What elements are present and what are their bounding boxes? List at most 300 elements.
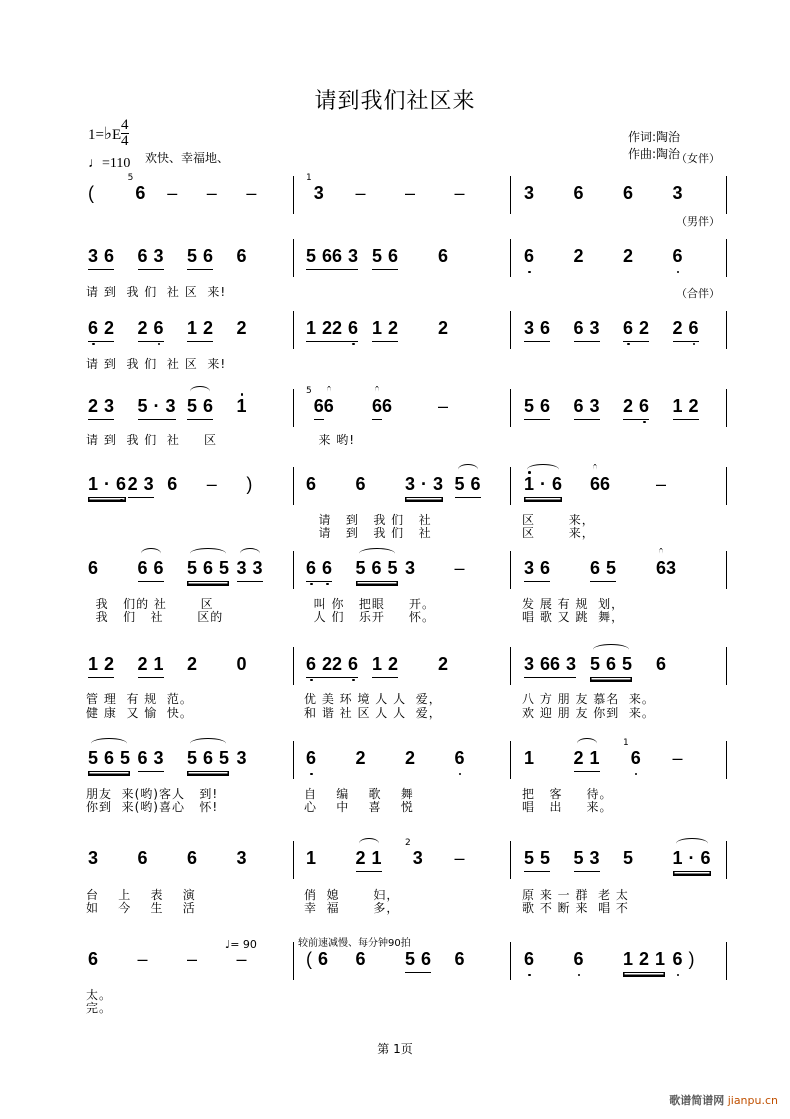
note: 6 [355, 949, 366, 969]
beat [187, 948, 237, 972]
note: 5 [187, 748, 198, 768]
extension-dash: – [454, 848, 465, 868]
note: 3 [236, 558, 247, 578]
note-group [167, 182, 177, 206]
measure [88, 747, 286, 772]
note-group [356, 747, 366, 771]
beat [405, 747, 455, 771]
lyric-line: 你到 来(哟)喜心 怀! [86, 800, 219, 814]
beat [187, 747, 237, 772]
lyric-line: 歌 不 断 来 唱 不 [522, 901, 629, 915]
beat [438, 245, 504, 269]
extension-dash: – [454, 558, 465, 578]
measure [306, 838, 504, 872]
note-group [237, 847, 247, 871]
beat [306, 245, 372, 270]
note-group [372, 317, 398, 342]
beat [455, 847, 505, 871]
note-group [656, 557, 666, 581]
beat [574, 847, 624, 872]
barline [293, 239, 294, 277]
beat [237, 948, 287, 972]
staff-system [0, 551, 790, 591]
note: 6 [137, 246, 148, 266]
note: 1 [655, 949, 666, 969]
measure [306, 557, 504, 582]
note-group [413, 847, 423, 871]
note-group [405, 182, 415, 206]
lyric-line: 原 来 一 群 老 太 [522, 888, 629, 902]
extension-dash: – [187, 949, 198, 969]
note-low-octave: 6 [306, 654, 317, 674]
page-number: 第 1页 [377, 1042, 413, 1056]
note-group [306, 653, 332, 678]
note: 3 [589, 318, 600, 338]
note: 6 [306, 474, 317, 494]
note: 6 [203, 748, 214, 768]
beat [623, 245, 673, 269]
beat [673, 395, 723, 420]
note: 3 [405, 558, 416, 578]
note-group [237, 948, 247, 972]
barline [293, 741, 294, 779]
note: 2 [187, 654, 198, 674]
note: 2 [639, 949, 650, 969]
note-group [187, 747, 229, 772]
note-group [356, 473, 366, 497]
note: 6 [371, 558, 382, 578]
measure [306, 386, 504, 420]
note-group [372, 395, 382, 420]
note-group [332, 653, 358, 678]
note-group [382, 395, 392, 419]
composer-credit: 作曲:陶治 [628, 147, 681, 161]
beat [524, 245, 574, 269]
note: 6 [318, 949, 329, 969]
note-group [372, 245, 398, 270]
beat [88, 847, 138, 871]
note: 1 [589, 748, 600, 768]
beat [88, 245, 138, 270]
extension-dash: – [137, 949, 148, 969]
note-group [673, 948, 695, 972]
note-group [138, 747, 164, 772]
note-group [207, 473, 217, 497]
note: 6 [322, 246, 333, 266]
note-group [138, 948, 148, 972]
note: 3 [672, 183, 683, 203]
note: 6 [438, 246, 449, 266]
beat [167, 473, 207, 497]
note-group [306, 317, 332, 342]
note: 2 [332, 654, 343, 674]
note: 6 [137, 848, 148, 868]
beat [656, 557, 722, 581]
tempo-marking: ♩=110 [88, 156, 131, 171]
note-group [623, 948, 665, 973]
note-group [590, 653, 632, 678]
beat [88, 557, 138, 581]
note-group [306, 557, 332, 582]
beat [656, 473, 722, 497]
note-group [623, 317, 649, 342]
note: 5 [219, 748, 230, 768]
note: 2 [236, 318, 247, 338]
beat [167, 182, 207, 206]
note: 6 [372, 396, 383, 416]
measure [88, 245, 286, 270]
note: 1 [88, 654, 99, 674]
beat [455, 747, 505, 771]
note: 2 [388, 654, 399, 674]
note: 3 [143, 474, 154, 494]
note-group [88, 557, 98, 581]
note: 6 [104, 246, 115, 266]
beat [623, 948, 673, 973]
beat [524, 182, 574, 206]
beat [455, 557, 505, 581]
measure [524, 395, 722, 420]
beat [306, 557, 356, 582]
note-group [88, 747, 130, 772]
note-group [524, 948, 534, 972]
barline [726, 551, 727, 589]
note: 2 [127, 474, 138, 494]
note: 6 [104, 748, 115, 768]
note-group [574, 395, 600, 420]
repeat-parenthesis: ) [688, 949, 695, 969]
beat [524, 948, 574, 972]
note-low-octave: 6 [348, 318, 359, 338]
note: 6 [203, 246, 214, 266]
note-group [673, 395, 699, 420]
measure [88, 948, 286, 972]
note: 1 [306, 848, 317, 868]
measure [524, 738, 722, 772]
lyric-line: 俏 媳 妇， [304, 888, 400, 902]
note-low-octave: 6 [630, 748, 641, 768]
note-group [356, 847, 382, 872]
note-group [524, 395, 550, 420]
note-group [438, 653, 448, 677]
note-group [405, 473, 443, 498]
note-group [128, 473, 154, 498]
measure [306, 653, 504, 678]
note: 3 [524, 183, 535, 203]
barline [726, 239, 727, 277]
beat [673, 245, 723, 269]
note-low-octave: 6 [672, 949, 683, 969]
note-group [246, 473, 252, 497]
note-group [88, 948, 98, 972]
note: 6 [540, 654, 551, 674]
note: 1 [306, 318, 317, 338]
barline [293, 942, 294, 980]
lyric-line: 如 今 生 活 [86, 901, 196, 915]
note: 3 [524, 654, 535, 674]
beat [138, 747, 188, 772]
note-group [631, 747, 641, 771]
grace-note: 1 [623, 738, 629, 748]
lyric-line: 请 到 我 们 社 区 来! [86, 357, 227, 371]
note: 6 [137, 748, 148, 768]
watermark-cn: 歌谱简谱网 [669, 1094, 725, 1107]
note-group [246, 182, 256, 206]
dotted-rhythm: · [540, 474, 547, 494]
note: 5 [590, 654, 601, 674]
tempo-instruction: 较前速减慢、每分钟90拍 [298, 938, 411, 949]
note-group [455, 747, 465, 771]
beat [187, 557, 237, 582]
note: 3 [236, 848, 247, 868]
note: 3 [412, 848, 423, 868]
barline [510, 311, 511, 349]
barline [293, 389, 294, 427]
repeat-parenthesis: ( [306, 949, 312, 969]
extension-dash: – [236, 949, 247, 969]
beat [438, 317, 504, 341]
beat [356, 182, 406, 206]
beat [187, 317, 237, 342]
measure [306, 473, 504, 498]
beat [88, 653, 138, 678]
barline [510, 551, 511, 589]
measure [524, 473, 722, 498]
note-group [524, 317, 550, 342]
extension-dash: – [405, 183, 416, 203]
note-group [524, 182, 534, 206]
note: 5 [606, 558, 617, 578]
grace-note: 5 [127, 173, 134, 183]
note: 5 [573, 848, 584, 868]
beat [306, 173, 356, 206]
measure [88, 395, 286, 420]
measure [88, 317, 286, 342]
note: 5 [187, 558, 198, 578]
staff-system [0, 467, 790, 507]
note-group [324, 395, 334, 419]
watermark-url: jianpu.cn [727, 1094, 778, 1107]
note: 5 [524, 396, 535, 416]
note-low-octave: 6 [623, 318, 634, 338]
note-group [524, 653, 550, 678]
note-low-octave: 6 [688, 318, 699, 338]
beat [623, 847, 673, 871]
measure [524, 182, 722, 206]
note: 3 [165, 396, 176, 416]
note-group [356, 182, 366, 206]
note: 2 [688, 396, 699, 416]
note: 2 [672, 318, 683, 338]
lyric-line: 我 们 社 区的 [86, 610, 224, 624]
note-low-octave: 6 [524, 246, 535, 266]
note-group [88, 317, 114, 342]
beat [590, 557, 656, 582]
lyric-line: 健 康 又 愉 快。 [86, 706, 193, 720]
beat [673, 182, 723, 206]
note: 3 [433, 474, 444, 494]
note-group [138, 395, 176, 420]
note: 2 [104, 654, 115, 674]
note-low-octave: 6 [573, 949, 584, 969]
note: 1 [372, 654, 383, 674]
note-group [574, 948, 584, 972]
beat [356, 473, 406, 497]
beat [590, 653, 656, 678]
beat [207, 473, 247, 497]
note-group [237, 395, 247, 419]
note: 2 [623, 396, 634, 416]
staff-system [0, 386, 790, 429]
note: 3 [313, 183, 324, 203]
beat [574, 182, 624, 206]
beat [590, 473, 656, 497]
note-group [600, 473, 610, 497]
note: 6 [88, 558, 99, 578]
note: 6 [656, 654, 667, 674]
note: 3 [566, 654, 577, 674]
note: 1 [371, 848, 382, 868]
beat [356, 948, 406, 972]
note-group [524, 847, 550, 872]
note: 0 [236, 654, 247, 674]
beat [187, 245, 237, 270]
note: 6 [137, 558, 148, 578]
note: 3 [524, 318, 535, 338]
barline [293, 551, 294, 589]
note-group [314, 395, 324, 420]
note: 3 [88, 246, 99, 266]
note: 6 [540, 396, 551, 416]
note-group [656, 473, 666, 497]
note-group [187, 245, 213, 270]
barline [726, 176, 727, 214]
note: 6 [700, 848, 711, 868]
note: 5 [622, 654, 633, 674]
beat [237, 847, 287, 871]
note: 6 [153, 558, 164, 578]
note: 2 [137, 318, 148, 338]
part-label: （女伴） [676, 152, 720, 165]
measure [524, 317, 722, 342]
beat [372, 395, 438, 420]
time-signature [121, 118, 129, 149]
note: 6 [382, 396, 393, 416]
barline [726, 467, 727, 505]
beat [524, 395, 574, 420]
barline [726, 841, 727, 879]
lyric-line: 唱 歌 又 跳 舞， [522, 610, 625, 624]
beat [237, 395, 287, 419]
beat [574, 317, 624, 342]
note-group [405, 948, 431, 973]
note-group [138, 653, 164, 678]
note-group [187, 847, 197, 871]
note: 3 [252, 558, 263, 578]
note: 6 [454, 949, 465, 969]
note: 2 [355, 748, 366, 768]
note: 6 [600, 474, 611, 494]
lyric-line: 朋友 来(哟)客人 到! [86, 787, 219, 801]
note: 6 [573, 396, 584, 416]
note: 1 [153, 654, 164, 674]
note-group [88, 653, 114, 678]
beat [207, 182, 247, 206]
beat [138, 245, 188, 270]
note-group [187, 317, 213, 342]
note-low-octave: 6 [306, 748, 317, 768]
note-group [314, 182, 324, 206]
lyric-line: 区 来， [522, 513, 595, 527]
expression-marking: 欢快、幸福地、 [145, 151, 230, 165]
beat [673, 317, 723, 342]
note-group [666, 557, 676, 581]
lyric-line: 太。 [86, 988, 113, 1002]
note-group [138, 557, 164, 582]
beat [372, 317, 438, 342]
barline [510, 389, 511, 427]
beat [88, 395, 138, 420]
note: 5 [524, 848, 535, 868]
barline [726, 311, 727, 349]
note: 1 [672, 396, 683, 416]
part-label: （男伴） [676, 215, 720, 228]
staff-system [0, 938, 790, 982]
extension-dash: – [438, 396, 449, 416]
beat [237, 317, 287, 341]
measure [306, 317, 504, 342]
beat [246, 473, 286, 497]
beat [524, 847, 574, 872]
note-group [167, 473, 177, 497]
note-low-octave: 6 [639, 396, 650, 416]
note: 5 [306, 246, 317, 266]
note: 3 [348, 246, 359, 266]
beat [138, 395, 188, 420]
beat [438, 653, 504, 677]
beat [187, 653, 237, 677]
beat [356, 847, 406, 872]
note-group [306, 948, 328, 972]
lyric-line: 台 上 表 演 [86, 888, 196, 902]
note: 3 [236, 748, 247, 768]
note-group [306, 473, 316, 497]
note-group [356, 557, 398, 582]
extension-dash: – [206, 474, 217, 494]
beat [138, 653, 188, 678]
barline [293, 841, 294, 879]
note-group [332, 245, 358, 270]
note-group [187, 948, 197, 972]
barline [510, 176, 511, 214]
lyric-line: 管 理 有 规 范。 [86, 692, 193, 706]
note-group [237, 557, 263, 582]
note: 6 [236, 246, 247, 266]
note: 5 [187, 246, 198, 266]
barline [510, 647, 511, 685]
note: 6 [656, 558, 667, 578]
note-group [332, 317, 358, 342]
note: 2 [405, 748, 416, 768]
note-low-octave: 6 [672, 246, 683, 266]
beat [405, 838, 455, 871]
beat [438, 395, 504, 419]
note: 6 [470, 474, 481, 494]
note-group [673, 317, 699, 342]
measure [524, 948, 722, 973]
beat [405, 557, 455, 581]
beat [306, 317, 372, 342]
